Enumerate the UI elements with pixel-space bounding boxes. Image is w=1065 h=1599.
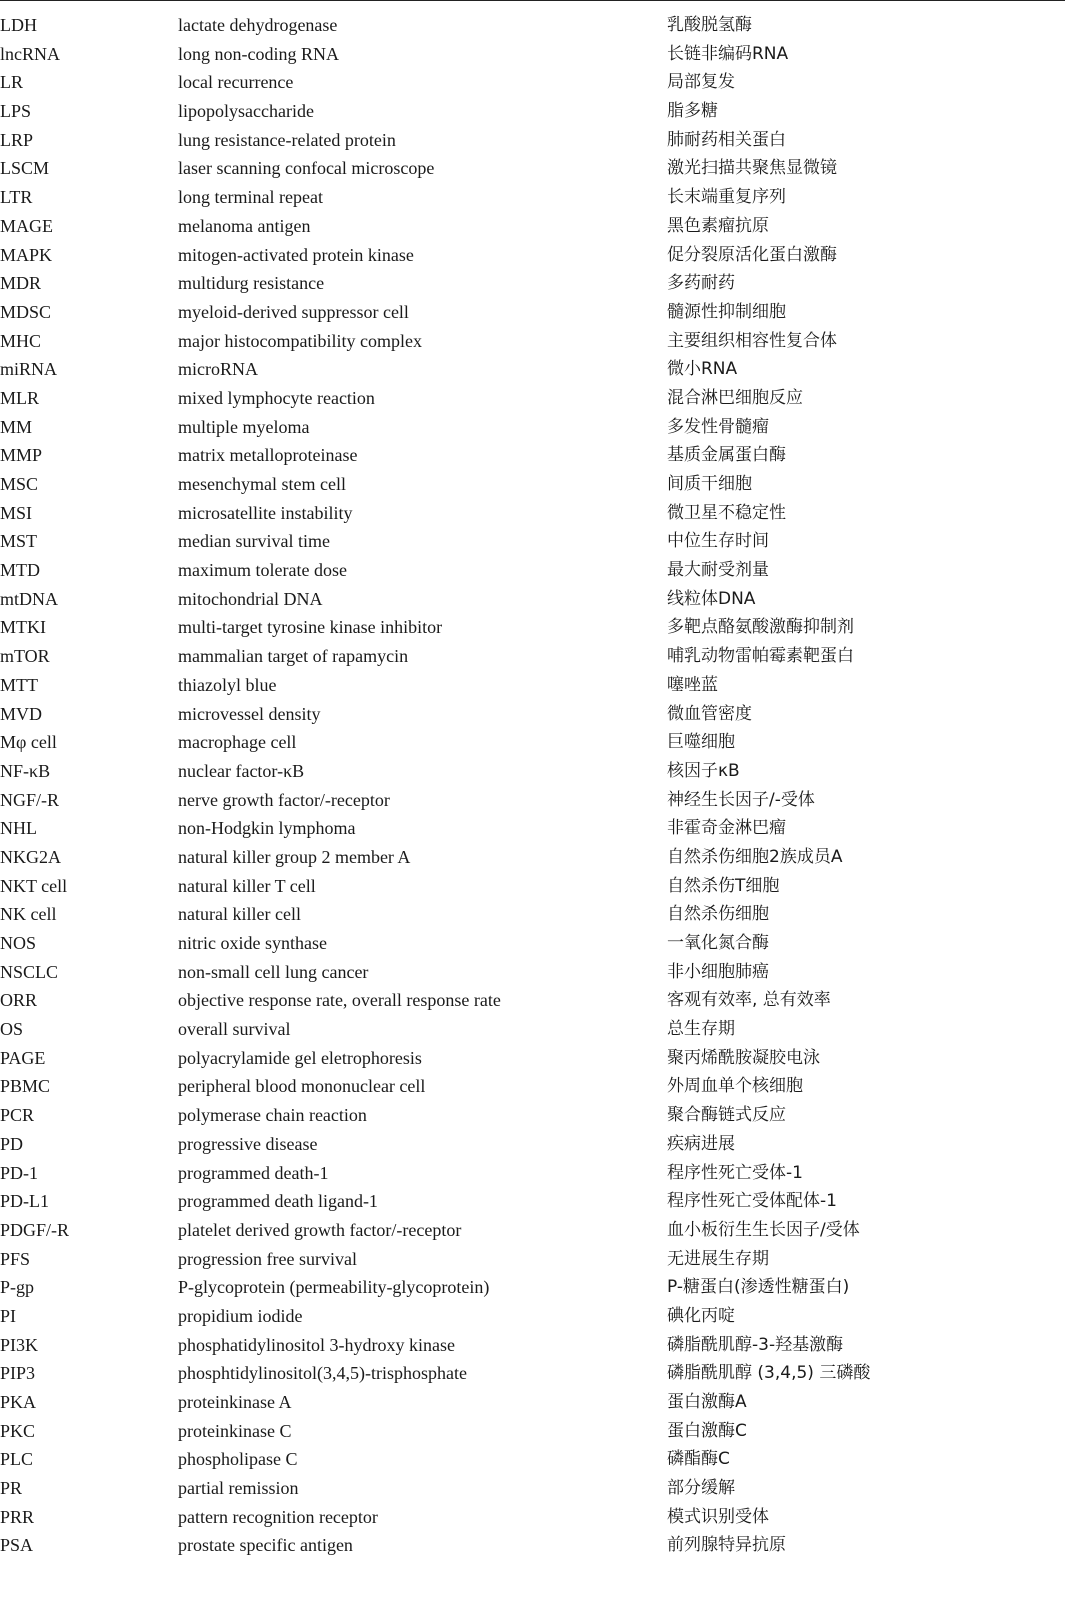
abbreviation-cell: PD-1	[0, 1162, 39, 1183]
chinese-term-cell: 自然杀伤细胞	[667, 904, 769, 925]
table-row	[0, 1273, 1065, 1302]
chinese-term-cell: 多发性骨髓瘤	[667, 416, 769, 437]
chinese-term-cell: 模式识别受体	[667, 1506, 769, 1527]
chinese-term-cell: 核因子κB	[667, 760, 740, 781]
english-term-cell: overall survival	[178, 1019, 291, 1040]
abbreviation-cell: lncRNA	[0, 43, 60, 64]
chinese-term-cell: 血小板衍生生长因子/受体	[667, 1219, 860, 1240]
english-term-cell: phosphtidylinositol(3,4,5)-trisphosphate	[178, 1363, 467, 1384]
abbreviation-cell: LPS	[0, 101, 32, 122]
english-term-cell: major histocompatibility complex	[178, 330, 422, 351]
chinese-term-cell: 中位生存时间	[667, 531, 769, 552]
chinese-term-cell: 自然杀伤细胞2族成员A	[667, 846, 843, 867]
table-row	[0, 441, 1065, 470]
english-term-cell: microvessel density	[178, 703, 321, 724]
chinese-term-cell: 线粒体DNA	[667, 588, 756, 609]
top-rule	[0, 0, 1065, 1]
abbreviation-cell: NK cell	[0, 904, 57, 925]
english-term-cell: natural killer T cell	[178, 875, 316, 896]
abbreviation-cell: PI3K	[0, 1334, 39, 1355]
chinese-term-cell: 神经生长因子/-受体	[667, 789, 815, 810]
abbreviation-cell: PD-L1	[0, 1191, 49, 1212]
abbreviation-cell: P-gp	[0, 1277, 35, 1298]
chinese-term-cell: 蛋白激酶A	[667, 1392, 747, 1412]
abbreviation-cell: PCR	[0, 1105, 35, 1126]
abbreviation-cell: PR	[0, 1478, 23, 1499]
english-term-cell: mammalian target of rapamycin	[178, 646, 409, 667]
english-term-cell: multiple myeloma	[178, 416, 310, 437]
abbreviation-cell: LSCM	[0, 158, 50, 179]
english-term-cell: non-small cell lung cancer	[178, 961, 369, 982]
abbreviation-cell: MSI	[0, 502, 33, 523]
abbreviation-cell: PKC	[0, 1420, 36, 1441]
table-row	[0, 958, 1065, 987]
table-row	[0, 1245, 1065, 1274]
chinese-term-cell: 巨噬细胞	[667, 732, 735, 753]
chinese-term-cell: 最大耐受剂量	[667, 560, 769, 581]
chinese-term-cell: 碘化丙啶	[667, 1305, 735, 1326]
english-term-cell: thiazolyl blue	[178, 674, 277, 695]
english-term-cell: lipopolysaccharide	[178, 101, 314, 122]
chinese-term-cell: 乳酸脱氢酶	[667, 15, 752, 35]
abbreviation-cell: PLC	[0, 1449, 34, 1470]
table-row	[0, 786, 1065, 815]
english-term-cell: nuclear factor-κB	[178, 760, 305, 781]
abbreviation-cell: MSC	[0, 474, 39, 494]
table-row	[0, 11, 1065, 40]
table-row	[0, 843, 1065, 872]
english-term-cell: proteinkinase A	[178, 1392, 292, 1412]
abbreviation-cell: NOS	[0, 933, 37, 953]
chinese-term-cell: 一氧化氮合酶	[667, 933, 769, 953]
table-row	[0, 355, 1065, 384]
abbreviation-cell: MAPK	[0, 244, 53, 265]
table-row	[0, 872, 1065, 901]
chinese-term-cell: 局部复发	[667, 72, 735, 93]
english-term-cell: multidurg resistance	[178, 273, 325, 294]
table-row	[0, 671, 1065, 700]
table-row	[0, 556, 1065, 585]
abbreviation-cell: MTD	[0, 560, 40, 581]
chinese-term-cell: 非霍奇金淋巴瘤	[667, 818, 786, 839]
english-term-cell: phosphatidylinositol 3-hydroxy kinase	[178, 1334, 455, 1355]
chinese-term-cell: 促分裂原活化蛋白激酶	[667, 244, 837, 265]
english-term-cell: mesenchymal stem cell	[178, 474, 346, 494]
abbreviation-cell: PI	[0, 1305, 17, 1326]
english-term-cell: peripheral blood mononuclear cell	[178, 1076, 426, 1097]
chinese-term-cell: 噻唑蓝	[667, 674, 718, 695]
english-term-cell: melanoma antigen	[178, 215, 311, 236]
english-term-cell: proteinkinase C	[178, 1420, 292, 1441]
abbreviation-cell: PDGF/-R	[0, 1219, 70, 1240]
table-row	[0, 470, 1065, 499]
chinese-term-cell: 微血管密度	[667, 703, 752, 724]
english-term-cell: mitogen-activated protein kinase	[178, 244, 414, 265]
table-row	[0, 1187, 1065, 1216]
english-term-cell: prostate specific antigen	[178, 1535, 353, 1556]
chinese-term-cell: 非小细胞肺癌	[667, 961, 769, 982]
english-term-cell: median survival time	[178, 531, 330, 552]
table-row	[0, 1359, 1065, 1388]
table-row	[0, 1417, 1065, 1446]
chinese-term-cell: 程序性死亡受体配体-1	[667, 1191, 837, 1212]
table-row	[0, 1531, 1065, 1560]
chinese-term-cell: 激光扫描共聚焦显微镜	[667, 158, 837, 179]
abbreviation-cell: PD	[0, 1133, 24, 1154]
table-row	[0, 757, 1065, 786]
english-term-cell: microsatellite instability	[178, 502, 353, 523]
abbreviation-cell: MST	[0, 531, 38, 552]
english-term-cell: long terminal repeat	[178, 187, 323, 208]
table-row	[0, 1331, 1065, 1360]
abbreviation-cell: PRR	[0, 1506, 35, 1527]
english-term-cell: lung resistance-related protein	[178, 129, 396, 150]
english-term-cell: mixed lymphocyte reaction	[178, 387, 375, 408]
table-row	[0, 327, 1065, 356]
abbreviation-cell: OS	[0, 1019, 24, 1040]
abbreviation-cell: PIP3	[0, 1363, 36, 1384]
chinese-term-cell: 主要组织相容性复合体	[667, 330, 837, 351]
table-row	[0, 1445, 1065, 1474]
chinese-term-cell: 磷脂酰肌醇 (3,4,5) 三磷酸	[667, 1363, 871, 1384]
abbreviation-cell: MTT	[0, 674, 38, 695]
chinese-term-cell: 多靶点酪氨酸激酶抑制剂	[667, 617, 854, 638]
table-row	[0, 97, 1065, 126]
english-term-cell: progressive disease	[178, 1133, 318, 1154]
english-term-cell: P-glycoprotein (permeability-glycoprotein)	[178, 1277, 490, 1298]
table-row	[0, 68, 1065, 97]
english-term-cell: platelet derived growth factor/-receptor	[178, 1219, 462, 1240]
abbreviation-cell: PFS	[0, 1248, 31, 1269]
table-row	[0, 585, 1065, 614]
english-term-cell: microRNA	[178, 359, 258, 380]
table-row	[0, 269, 1065, 298]
chinese-term-cell: 疾病进展	[667, 1133, 735, 1154]
chinese-term-cell: 自然杀伤T细胞	[667, 875, 780, 896]
english-term-cell: laser scanning confocal microscope	[178, 158, 435, 179]
english-term-cell: partial remission	[178, 1478, 299, 1499]
english-term-cell: non-Hodgkin lymphoma	[178, 818, 356, 839]
table-row	[0, 413, 1065, 442]
chinese-term-cell: 总生存期	[667, 1019, 735, 1040]
chinese-term-cell: 长链非编码RNA	[667, 43, 789, 64]
abbreviation-cell: MMP	[0, 445, 43, 466]
english-term-cell: progression free survival	[178, 1248, 357, 1269]
table-row	[0, 642, 1065, 671]
table-row	[0, 1503, 1065, 1532]
table-row	[0, 298, 1065, 327]
english-term-cell: natural killer cell	[178, 904, 301, 925]
table-row	[0, 384, 1065, 413]
table-row	[0, 814, 1065, 843]
abbreviation-cell: MTKI	[0, 617, 46, 638]
table-row	[0, 40, 1065, 69]
table-row	[0, 241, 1065, 270]
chinese-term-cell: 多药耐药	[667, 273, 735, 294]
chinese-term-cell: 哺乳动物雷帕霉素靶蛋白	[667, 646, 854, 667]
table-row	[0, 499, 1065, 528]
table-row	[0, 1302, 1065, 1331]
abbreviation-cell: LR	[0, 72, 24, 93]
table-row	[0, 126, 1065, 155]
english-term-cell: polymerase chain reaction	[178, 1105, 367, 1126]
english-term-cell: programmed death ligand-1	[178, 1191, 378, 1212]
abbreviation-cell: MVD	[0, 703, 43, 724]
chinese-term-cell: 磷酯酶C	[667, 1449, 730, 1470]
english-term-cell: mitochondrial DNA	[178, 588, 323, 609]
abbreviation-cell: MLR	[0, 387, 40, 408]
abbreviation-cell: miRNA	[0, 359, 58, 380]
chinese-term-cell: 基质金属蛋白酶	[667, 445, 786, 466]
chinese-term-cell: 蛋白激酶C	[667, 1420, 747, 1441]
chinese-term-cell: 聚丙烯酰胺凝胶电泳	[667, 1047, 820, 1068]
table-row	[0, 1388, 1065, 1417]
chinese-term-cell: 肺耐药相关蛋白	[667, 129, 786, 150]
abbreviation-cell: MM	[0, 416, 33, 437]
chinese-term-cell: 微卫星不稳定性	[667, 502, 786, 523]
table-row	[0, 183, 1065, 212]
chinese-term-cell: 微小RNA	[667, 359, 738, 380]
english-term-cell: objective response rate, overall response rate	[178, 990, 501, 1011]
table-row	[0, 1216, 1065, 1245]
chinese-term-cell: 磷脂酰肌醇-3-羟基激酶	[667, 1334, 844, 1355]
english-term-cell: phospholipase C	[178, 1449, 298, 1470]
table-row	[0, 1015, 1065, 1044]
abbreviation-cell: PBMC	[0, 1076, 51, 1097]
chinese-term-cell: 客观有效率, 总有效率	[667, 990, 831, 1011]
table-row	[0, 1072, 1065, 1101]
english-term-cell: multi-target tyrosine kinase inhibitor	[178, 617, 443, 638]
abbreviation-cell: PSA	[0, 1535, 34, 1556]
english-term-cell: lactate dehydrogenase	[178, 15, 338, 35]
chinese-term-cell: 黑色素瘤抗原	[667, 215, 769, 236]
chinese-term-cell: 无进展生存期	[667, 1248, 769, 1269]
table-row	[0, 212, 1065, 241]
abbreviation-cell: MDSC	[0, 301, 52, 322]
chinese-term-cell: 间质干细胞	[667, 474, 752, 494]
table-row	[0, 1101, 1065, 1130]
abbreviation-cell: ORR	[0, 990, 38, 1011]
abbreviation-cell: NSCLC	[0, 961, 59, 982]
chinese-term-cell: P-糖蛋白(渗透性糖蛋白)	[667, 1277, 850, 1298]
table-row	[0, 728, 1065, 757]
chinese-term-cell: 聚合酶链式反应	[667, 1105, 786, 1126]
abbreviation-table	[0, 11, 1065, 1560]
abbreviation-cell: LTR	[0, 187, 33, 208]
table-row	[0, 1130, 1065, 1159]
table-row	[0, 1044, 1065, 1073]
table-row	[0, 154, 1065, 183]
table-row	[0, 700, 1065, 729]
english-term-cell: propidium iodide	[178, 1305, 303, 1326]
english-term-cell: nerve growth factor/-receptor	[178, 789, 390, 810]
abbreviation-cell: LDH	[0, 15, 37, 35]
chinese-term-cell: 部分缓解	[667, 1478, 735, 1499]
chinese-term-cell: 混合淋巴细胞反应	[667, 387, 803, 408]
english-term-cell: natural killer group 2 member A	[178, 846, 411, 867]
english-term-cell: polyacrylamide gel eletrophoresis	[178, 1047, 422, 1068]
chinese-term-cell: 脂多糖	[667, 101, 718, 122]
table-row	[0, 613, 1065, 642]
abbreviation-cell: MDR	[0, 273, 42, 294]
chinese-term-cell: 长末端重复序列	[667, 187, 786, 208]
abbreviation-cell: MHC	[0, 330, 42, 351]
table-row	[0, 900, 1065, 929]
table-row	[0, 527, 1065, 556]
abbreviation-cell: NKT cell	[0, 875, 68, 896]
abbreviation-cell: NF-κB	[0, 760, 51, 781]
english-term-cell: matrix metalloproteinase	[178, 445, 358, 466]
abbreviation-cell: mTOR	[0, 646, 50, 667]
english-term-cell: nitric oxide synthase	[178, 933, 327, 953]
table-row	[0, 1159, 1065, 1188]
english-term-cell: long non-coding RNA	[178, 43, 339, 64]
abbreviation-cell: PAGE	[0, 1047, 46, 1068]
english-term-cell: local recurrence	[178, 72, 294, 93]
english-term-cell: myeloid-derived suppressor cell	[178, 301, 409, 322]
english-term-cell: pattern recognition receptor	[178, 1506, 378, 1527]
abbreviation-cell: NKG2A	[0, 846, 61, 867]
abbreviation-cell: MAGE	[0, 215, 53, 236]
table-row	[0, 986, 1065, 1015]
chinese-term-cell: 外周血单个核细胞	[667, 1076, 803, 1097]
abbreviation-cell: Mφ cell	[0, 732, 57, 753]
english-term-cell: maximum tolerate dose	[178, 560, 347, 581]
english-term-cell: macrophage cell	[178, 732, 297, 753]
abbreviation-cell: mtDNA	[0, 588, 58, 609]
abbreviation-cell: NHL	[0, 818, 37, 839]
chinese-term-cell: 程序性死亡受体-1	[667, 1162, 803, 1183]
abbreviation-cell: NGF/-R	[0, 789, 60, 810]
abbreviation-cell: PKA	[0, 1392, 37, 1412]
chinese-term-cell: 髓源性抑制细胞	[667, 301, 786, 322]
english-term-cell: programmed death-1	[178, 1162, 329, 1183]
table-row	[0, 1474, 1065, 1503]
table-row	[0, 929, 1065, 958]
abbreviation-cell: LRP	[0, 129, 34, 150]
chinese-term-cell: 前列腺特异抗原	[667, 1535, 786, 1556]
